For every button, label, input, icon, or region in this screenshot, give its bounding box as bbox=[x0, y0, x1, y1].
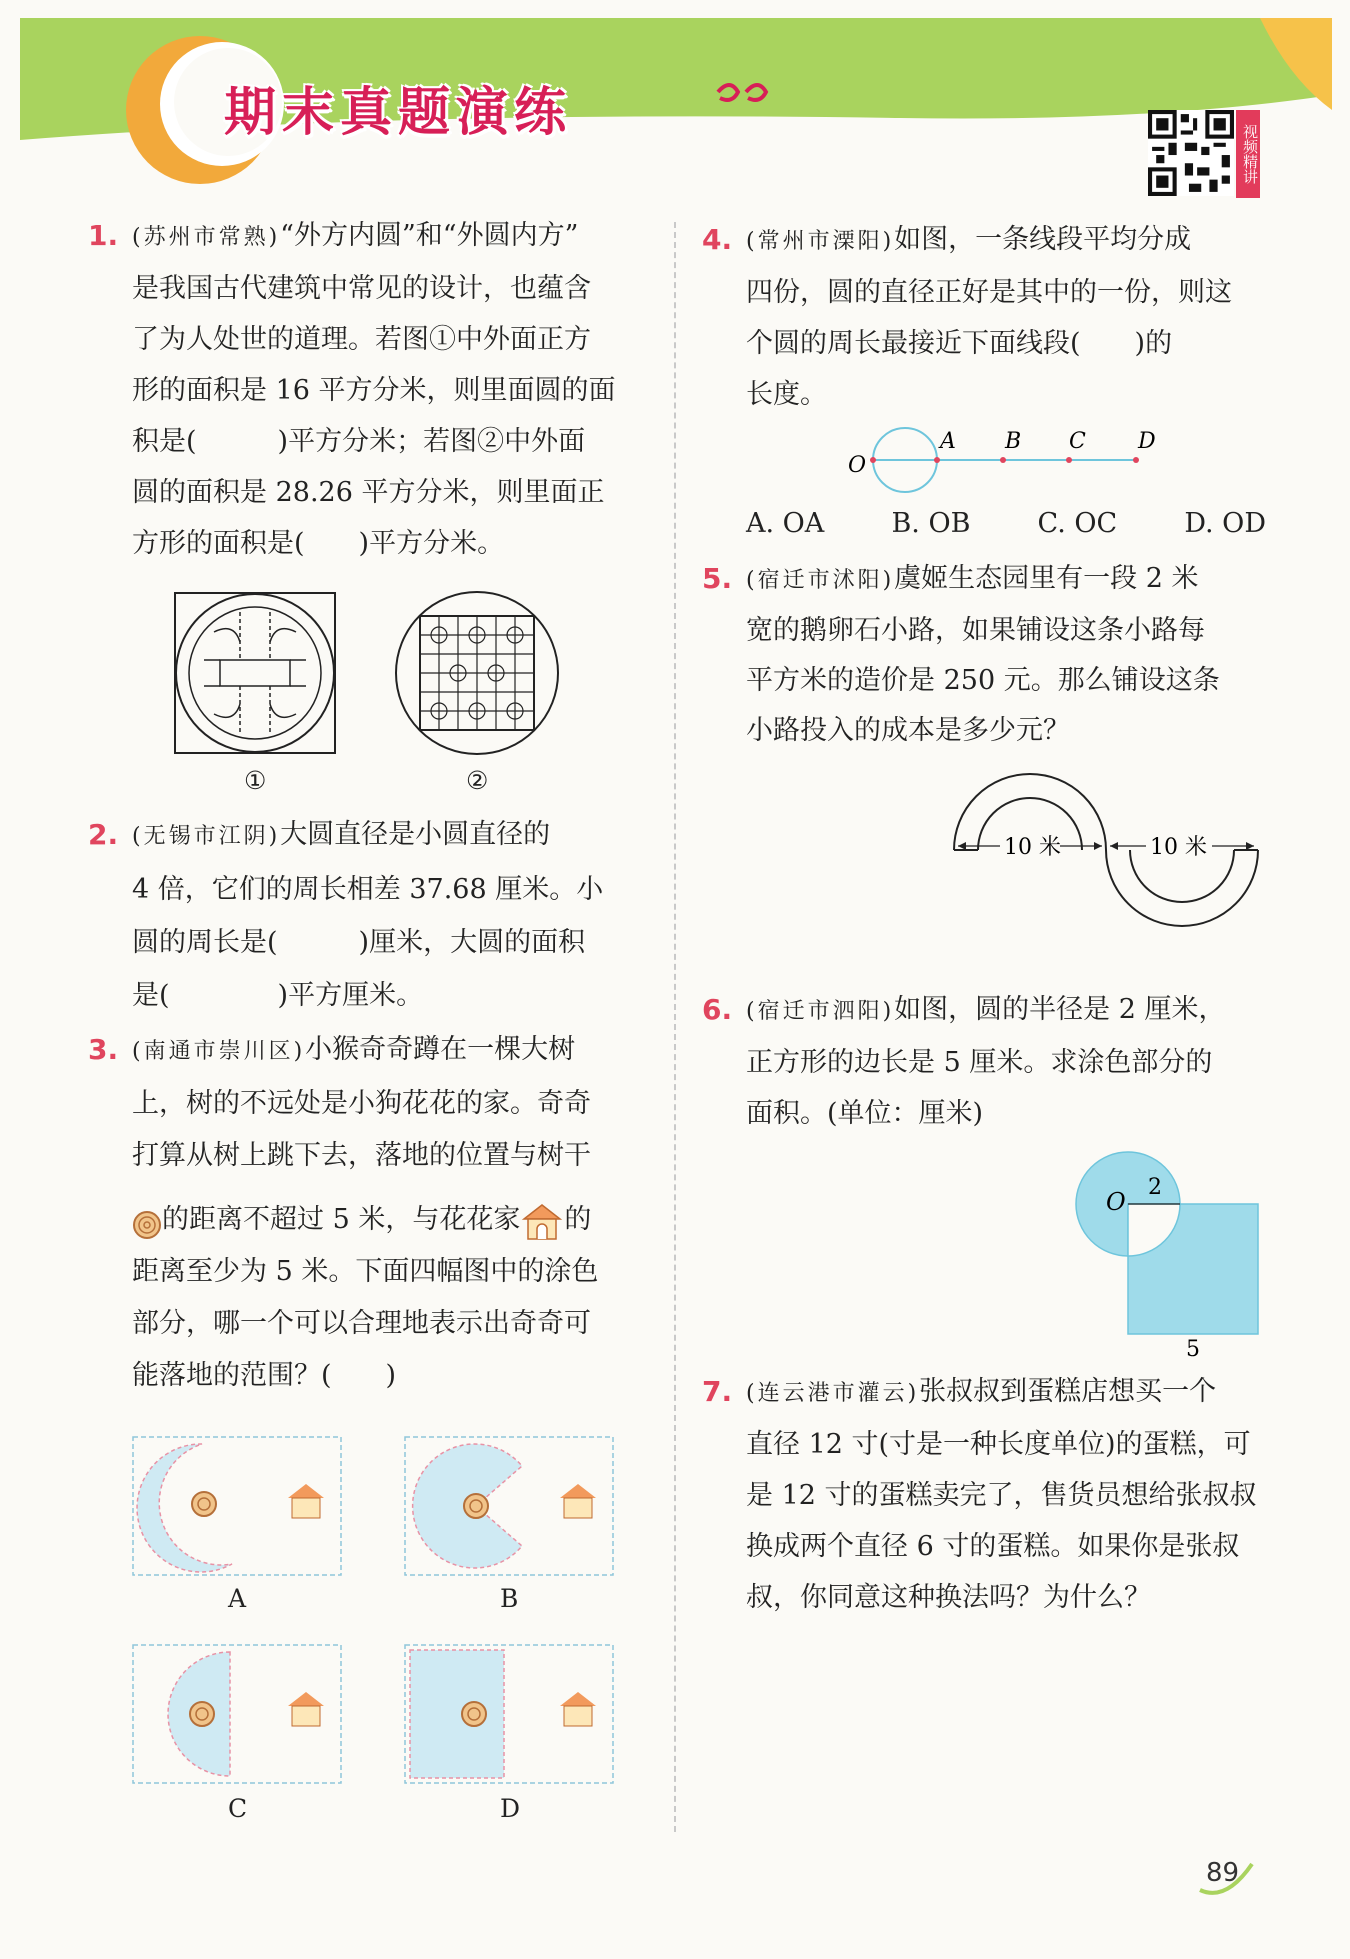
question-source: (宿迁市泗阳) bbox=[746, 999, 895, 1024]
text-line: 如图，圆的半径是 2 厘米， bbox=[894, 994, 1226, 1025]
option-d-diagram[interactable] bbox=[404, 1644, 614, 1784]
point-a-label: A bbox=[940, 429, 956, 454]
page-title: 期末真题演练 bbox=[224, 83, 573, 143]
text-line: 叔，你同意这种换法吗？为什么？ bbox=[746, 1582, 1151, 1613]
text-line: 小路投入的成本是多少元？ bbox=[746, 715, 1070, 746]
circle-square-figure bbox=[1066, 1148, 1266, 1360]
text-line: 积是( )平方分米；若图②中外面 bbox=[132, 426, 586, 457]
text-line: 正方形的边长是 5 厘米。求涂色部分的 bbox=[746, 1047, 1213, 1078]
text-line: 张叔叔到蛋糕店想买一个 bbox=[919, 1376, 1217, 1407]
text-line: 是( )平方厘米。 bbox=[132, 980, 424, 1011]
text-line: 是 12 寸的蛋糕卖完了，售货员想给张叔叔 bbox=[746, 1480, 1257, 1511]
text-line: 是我国古代建筑中常见的设计，也蕴含 bbox=[132, 273, 591, 304]
option-c-label: C bbox=[228, 1794, 248, 1823]
question-number: 2. bbox=[88, 818, 119, 851]
text-line: 长度。 bbox=[746, 379, 827, 410]
question-number: 3. bbox=[88, 1033, 119, 1066]
figure-circle-square bbox=[394, 590, 560, 756]
path-figure bbox=[950, 766, 1262, 938]
question-source: (无锡市江阴) bbox=[132, 824, 281, 849]
qr-label: 视频精讲 bbox=[1236, 110, 1260, 198]
text-line: 了为人处世的道理。若图①中外面正方 bbox=[132, 324, 591, 355]
question-source: (苏州市常熟) bbox=[132, 225, 281, 250]
option-a-diagram[interactable] bbox=[132, 1436, 342, 1576]
q4-choices bbox=[746, 508, 1266, 539]
text-line: 平方米的造价是 250 元。那么铺设这条 bbox=[746, 665, 1220, 696]
question-1 bbox=[88, 210, 652, 569]
text-line: 虞姬生态园里有一段 2 米 bbox=[894, 563, 1199, 594]
option-b-diagram[interactable] bbox=[404, 1436, 614, 1576]
question-number: 1. bbox=[88, 219, 119, 252]
text-line: 4 倍，它们的周长相差 37.68 厘米。小 bbox=[132, 874, 604, 905]
column-divider bbox=[674, 222, 676, 1832]
point-b-label: B bbox=[1005, 429, 1022, 454]
question-5 bbox=[702, 554, 1276, 756]
dog-house-icon bbox=[520, 1201, 564, 1241]
center-o-label: O bbox=[1106, 1188, 1126, 1216]
text-line: 圆的面积是 28.26 平方分米，则里面正 bbox=[132, 477, 605, 508]
option-d-label: D bbox=[500, 1794, 521, 1823]
choice-c[interactable]: C. OC bbox=[1037, 508, 1118, 539]
option-b-label: B bbox=[500, 1584, 519, 1613]
figure-square-circle bbox=[174, 592, 336, 754]
text-line: 个圆的周长最接近下面线段( )的 bbox=[746, 328, 1173, 359]
text-line: 部分，哪一个可以合理地表示出奇奇可 bbox=[132, 1308, 591, 1339]
question-number: 7. bbox=[702, 1375, 733, 1408]
text-line: 如图，一条线段平均分成 bbox=[894, 224, 1192, 255]
text-line: 上，树的不远处是小狗花花的家。奇奇 bbox=[132, 1088, 591, 1119]
question-4 bbox=[702, 214, 1276, 420]
text-line: 换成两个直径 6 寸的蛋糕。如果你是张叔 bbox=[746, 1531, 1240, 1562]
side-length-label: 5 bbox=[1186, 1337, 1200, 1360]
point-c-label: C bbox=[1069, 429, 1086, 454]
text-line: 形的面积是 16 平方分米，则里面圆的面 bbox=[132, 375, 616, 406]
figure-1-label: ① bbox=[244, 766, 267, 795]
question-7 bbox=[702, 1366, 1276, 1623]
question-number: 5. bbox=[702, 562, 733, 595]
question-source: (常州市溧阳) bbox=[746, 229, 895, 254]
segment-circle-figure bbox=[840, 420, 1170, 500]
text-line: 方形的面积是( )平方分米。 bbox=[132, 528, 505, 559]
question-source: (南通市崇川区) bbox=[132, 1039, 306, 1064]
question-number: 4. bbox=[702, 223, 733, 256]
question-number: 6. bbox=[702, 993, 733, 1026]
text-line: 距离至少为 5 米。下面四幅图中的涂色 bbox=[132, 1256, 599, 1287]
qr-code-icon[interactable] bbox=[1148, 110, 1234, 196]
text-line: 大圆直径是小圆直径的 bbox=[280, 819, 551, 850]
text-line: 的距离不超过 5 米，与花花家 bbox=[162, 1204, 521, 1235]
right-length-label: 10 米 bbox=[1150, 835, 1207, 860]
question-source: (宿迁市沭阳) bbox=[746, 568, 895, 593]
option-c-diagram[interactable] bbox=[132, 1644, 342, 1784]
question-6 bbox=[702, 984, 1276, 1139]
text-line: 圆的周长是( )厘米，大圆的面积 bbox=[132, 927, 586, 958]
page-number: 89 bbox=[1206, 1858, 1240, 1888]
point-o-label: O bbox=[848, 453, 867, 478]
question-3 bbox=[88, 1024, 652, 1402]
figure-2-label: ② bbox=[466, 766, 489, 795]
choice-b[interactable]: B. OB bbox=[891, 508, 971, 539]
option-a-label: A bbox=[228, 1584, 247, 1613]
text-line: 小猴奇奇蹲在一棵大树 bbox=[305, 1034, 576, 1065]
text-line: 能落地的范围？( ) bbox=[132, 1360, 397, 1391]
text-line: 宽的鹅卵石小路，如果铺设这条小路每 bbox=[746, 615, 1205, 646]
point-d-label: D bbox=[1138, 429, 1156, 454]
radius-label: 2 bbox=[1148, 1175, 1162, 1200]
text-line: 打算从树上跳下去，落地的位置与树干 bbox=[132, 1140, 591, 1171]
question-source: (连云港市灌云) bbox=[746, 1381, 920, 1406]
choice-d[interactable]: D. OD bbox=[1184, 508, 1266, 539]
question-2 bbox=[88, 808, 652, 1022]
text-line: 直径 12 寸(寸是一种长度单位)的蛋糕，可 bbox=[746, 1429, 1251, 1460]
text-line: “外方内圆”和“外圆内方” bbox=[280, 220, 579, 251]
tree-stump-icon bbox=[132, 1206, 162, 1236]
text-line: 面积。(单位：厘米) bbox=[746, 1098, 984, 1129]
choice-a[interactable]: A. OA bbox=[746, 508, 825, 539]
text-line: 四份，圆的直径正好是其中的一份，则这 bbox=[746, 277, 1232, 308]
left-length-label: 10 米 bbox=[1004, 835, 1061, 860]
text-line: 的 bbox=[564, 1204, 592, 1235]
